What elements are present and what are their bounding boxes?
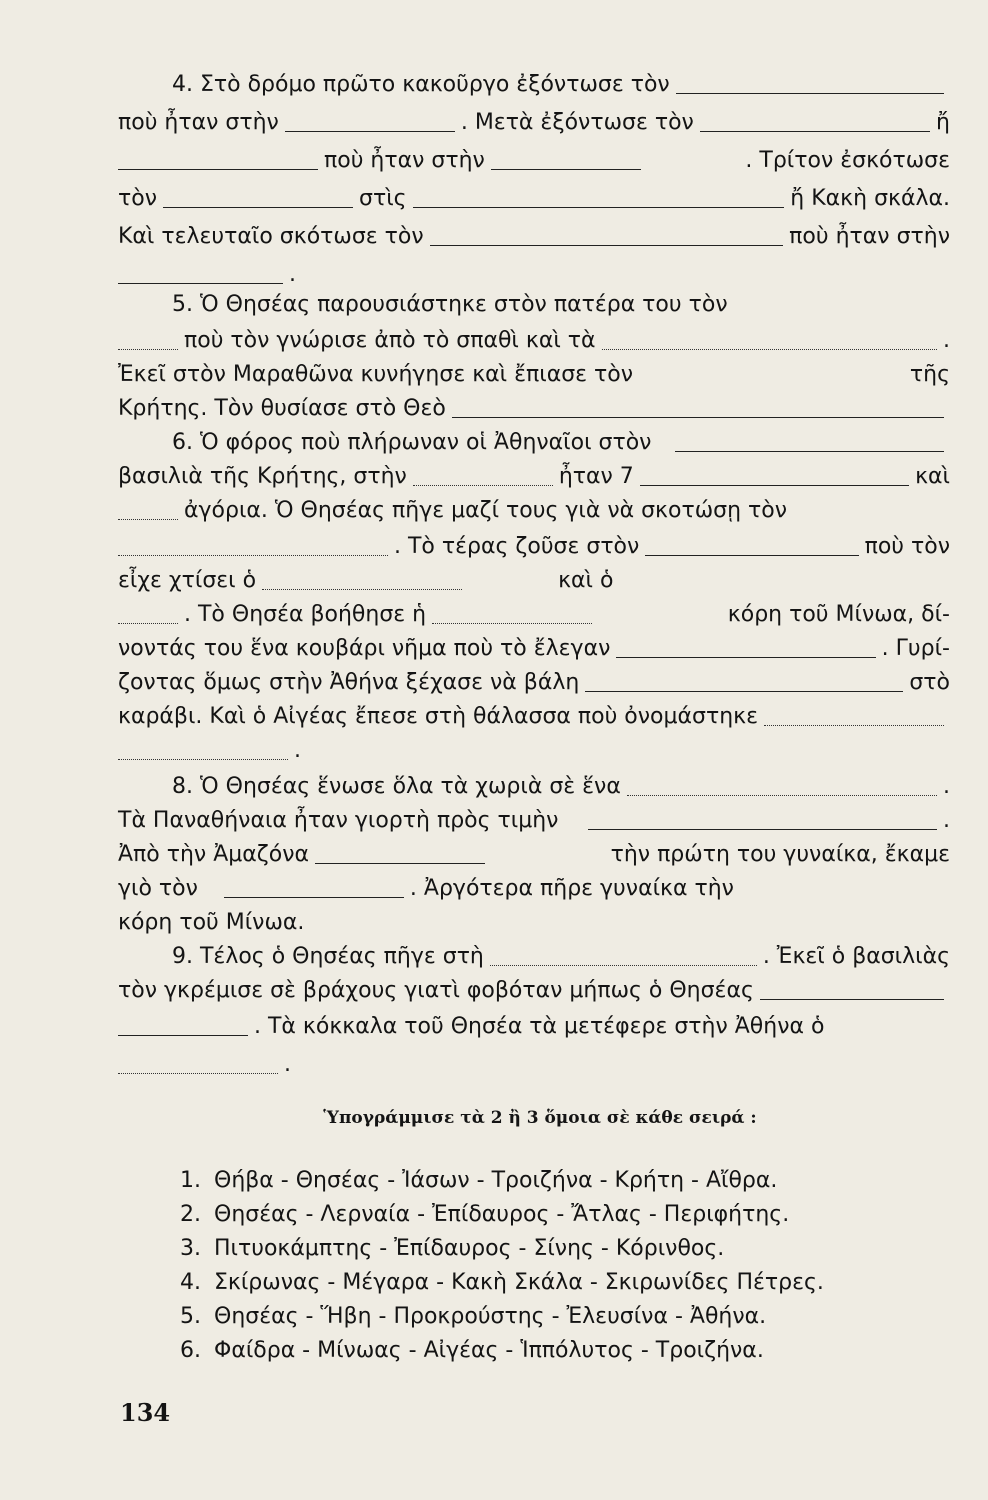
text-segment: . Γυρί- [881, 636, 950, 661]
list-item [180, 1234, 724, 1264]
text-segment: ποὺ ἦταν στὴν [324, 148, 485, 173]
list-item-text: Θησέας - Ἥβη - Προκρούστης - Ἐλευσίνα - Ἀθήνα. [214, 1304, 767, 1329]
text-segment: . Μετὰ ἐξόντωσε τὸν [460, 110, 694, 135]
answer-blank[interactable] [413, 485, 553, 486]
text-segment: ἦταν 7 [558, 464, 634, 489]
exercise-8-line-3 [118, 832, 950, 870]
text-segment: Τὰ Παναθήναια ἦταν γιορτὴ πρὸς τιμὴν [118, 808, 559, 833]
answer-blank[interactable] [262, 589, 462, 590]
exercise-4-line-4 [118, 176, 950, 214]
text-segment: . Τὸ τέρας ζοῦσε στὸν [394, 534, 640, 559]
list-item-text: Φαίδρα - Μίνωας - Αἰγέας - Ἱππόλυτος - Τροιζήνα. [214, 1338, 764, 1363]
text-segment: καὶ [915, 464, 950, 489]
text-segment: . Τρίτον ἐσκότωσε [745, 148, 950, 173]
list-item-text: Θησέας - Λερναία - Ἐπίδαυρος - Ἄτλας - Περιφήτης. [214, 1202, 790, 1227]
exercise-6-line-2 [118, 454, 950, 492]
answer-blank[interactable] [616, 655, 875, 658]
answer-blank[interactable] [118, 623, 178, 624]
text-segment: ποὺ τὸν [864, 534, 950, 559]
answer-blank[interactable] [452, 415, 944, 418]
exercise-8-line-5 [118, 900, 950, 938]
text-segment: κόρη τοῦ Μίνωα. [118, 910, 305, 935]
answer-blank[interactable] [700, 129, 930, 132]
text-segment: 4. Στὸ δρόμο πρῶτο κακοῦργο ἐξόντωσε τὸν [172, 72, 670, 97]
answer-blank[interactable] [163, 205, 353, 208]
exercise-6-line-8 [118, 660, 950, 698]
exercise-6-line-9 [118, 694, 950, 732]
section-heading: Ὑπογράμμισε τὰ 2 ἢ 3 ὅμοια σὲ κάθε σειρά : [323, 1108, 757, 1128]
text-segment: καὶ ὁ [558, 568, 614, 593]
text-segment: κόρη τοῦ Μίνωα, δί- [727, 602, 950, 627]
list-item-number: 3. [180, 1236, 201, 1261]
list-item-text: Θήβα - Θησέας - Ἰάσων - Τροιζήνα - Κρήτη - Αἴθρα. [214, 1168, 778, 1193]
exercise-4-line-1 [172, 62, 950, 100]
text-segment: ἤ [936, 110, 950, 135]
text-segment: τῆς [909, 362, 950, 387]
answer-blank[interactable] [118, 1033, 248, 1036]
answer-blank[interactable] [645, 553, 858, 556]
text-segment: . [294, 738, 301, 763]
answer-blank[interactable] [432, 623, 592, 624]
exercise-8-line-2 [118, 798, 950, 836]
text-segment: 5. Ὁ Θησέας παρουσιάστηκε στὸν πατέρα του τὸν [172, 292, 728, 317]
exercise-6-line-4 [118, 524, 950, 562]
text-segment: . [943, 774, 950, 799]
exercise-5-line-4 [118, 386, 950, 424]
text-segment: 8. Ὁ Θησέας ἕνωσε ὅλα τὰ χωριὰ σὲ ἕνα [172, 774, 621, 799]
text-segment: ποὺ ἦταν στὴν [789, 224, 950, 249]
list-item-number: 6. [180, 1338, 201, 1363]
list-item [180, 1200, 789, 1230]
text-segment: βασιλιὰ τῆς Κρήτης, στὴν [118, 464, 407, 489]
exercise-5-line-3 [118, 352, 950, 390]
text-segment: 9. Τέλος ὁ Θησέας πῆγε στὴ [172, 944, 484, 969]
text-segment: Ἐκεῖ στὸν Μαραθῶνα κυνήγησε καὶ ἔπιασε τὸν [118, 362, 634, 387]
text-segment: στὶς [359, 186, 407, 211]
answer-blank[interactable] [315, 861, 485, 864]
exercise-4-line-5 [118, 214, 950, 252]
answer-blank[interactable] [118, 1073, 278, 1074]
answer-blank[interactable] [676, 91, 944, 94]
answer-blank[interactable] [118, 759, 288, 760]
list-item-text: Πιτυοκάμπτης - Ἐπίδαυρος - Σίνης - Κόρινθος. [214, 1236, 725, 1261]
answer-blank[interactable] [627, 795, 937, 796]
answer-blank[interactable] [585, 689, 903, 692]
list-item [180, 1336, 764, 1366]
answer-blank[interactable] [118, 555, 388, 556]
exercise-9-line-4 [118, 1042, 950, 1080]
text-segment: ποὺ ἦταν στὴν [118, 110, 279, 135]
exercise-9-line-2 [118, 968, 950, 1006]
list-item-text: Σκίρωνας - Μέγαρα - Κακὴ Σκάλα - Σκιρωνίδες Πέτρες. [214, 1270, 824, 1295]
list-item [180, 1268, 824, 1298]
exercise-5-line-1 [172, 282, 950, 320]
text-segment: τὴν πρώτη του γυναίκα, ἔκαμε [610, 842, 950, 867]
text-segment: τὸν [118, 186, 157, 211]
answer-blank[interactable] [602, 349, 937, 350]
exercise-6-line-10 [118, 728, 950, 766]
list-item-number: 5. [180, 1304, 201, 1329]
text-segment: . [943, 808, 950, 833]
answer-blank[interactable] [675, 449, 944, 452]
answer-blank[interactable] [640, 483, 909, 486]
text-segment: . Τὰ κόκκαλα τοῦ Θησέα τὰ μετέφερε στὴν Ἀθήνα ὁ [254, 1014, 825, 1039]
answer-blank[interactable] [118, 349, 178, 350]
text-segment: . [284, 1052, 291, 1077]
text-segment: εἶχε χτίσει ὁ [118, 568, 257, 593]
text-segment: καράβι. Καὶ ὁ Αἰγέας ἔπεσε στὴ θάλασσα ποὺ ὀνομάστηκε [118, 704, 759, 729]
answer-blank[interactable] [413, 205, 785, 208]
answer-blank[interactable] [118, 519, 178, 520]
exercise-5-line-2 [118, 318, 950, 356]
list-item-number: 4. [180, 1270, 201, 1295]
exercise-6-line-1 [172, 420, 950, 458]
exercise-4-line-2 [118, 100, 950, 138]
answer-blank[interactable] [224, 895, 404, 898]
text-segment: . Ἀργότερα πῆρε γυναίκα τὴν [409, 876, 734, 901]
text-segment: ζοντας ὅμως στὴν Ἀθήνα ξέχασε νὰ βάλη [118, 670, 580, 695]
answer-blank[interactable] [588, 827, 937, 830]
answer-blank[interactable] [285, 129, 455, 132]
page-number: 134 [120, 1398, 171, 1427]
text-segment: τὸν γκρέμισε σὲ βράχους γιατὶ φοβόταν μήπως ὁ Θησέας [118, 978, 754, 1003]
exercise-4-line-3 [118, 138, 950, 176]
list-item-number: 2. [180, 1202, 201, 1227]
exercise-6-line-5 [118, 558, 950, 596]
exercise-8-line-1 [172, 764, 950, 802]
text-segment: γιὸ τὸν [118, 876, 198, 901]
exercise-6-line-7 [118, 626, 950, 664]
list-item [180, 1166, 777, 1196]
exercise-6-line-6 [118, 592, 950, 630]
text-segment: . Τὸ Θησέα βοήθησε ἡ [184, 602, 427, 627]
exercise-6-line-3 [118, 488, 950, 526]
text-segment: Καὶ τελευταῖο σκότωσε τὸν [118, 224, 424, 249]
answer-blank[interactable] [490, 965, 757, 966]
list-item [180, 1302, 766, 1332]
text-segment: νοντάς του ἕνα κουβάρι νῆμα ποὺ τὸ ἔλεγαν [118, 636, 611, 661]
text-segment: Κρήτης. Τὸν θυσίασε στὸ Θεὸ [118, 396, 446, 421]
exercise-9-line-3 [118, 1004, 950, 1042]
text-segment: ποὺ τὸν γνώρισε ἀπὸ τὸ σπαθὶ καὶ τὰ [184, 328, 596, 353]
answer-blank[interactable] [764, 725, 944, 726]
answer-blank[interactable] [430, 243, 784, 246]
answer-blank[interactable] [491, 167, 641, 170]
list-item-number: 1. [180, 1168, 201, 1193]
text-segment: στὸ [909, 670, 950, 695]
exercise-8-line-4 [118, 866, 950, 904]
text-segment: 6. Ὁ φόρος ποὺ πλήρωναν οἱ Ἀθηναῖοι στὸν [172, 430, 652, 455]
exercise-9-line-1 [172, 934, 950, 972]
answer-blank[interactable] [118, 167, 318, 170]
text-segment: ἤ Κακὴ σκάλα. [790, 186, 950, 211]
text-segment: . Ἐκεῖ ὁ βασιλιὰς [762, 944, 950, 969]
text-segment: ἀγόρια. Ὁ Θησέας πῆγε μαζί τους γιὰ νὰ σκοτώσῃ τὸν [184, 498, 788, 523]
text-segment: . [289, 262, 296, 287]
text-segment: Ἀπὸ τὴν Ἀμαζόνα [118, 842, 309, 867]
text-segment: . [943, 328, 950, 353]
answer-blank[interactable] [760, 997, 944, 1000]
